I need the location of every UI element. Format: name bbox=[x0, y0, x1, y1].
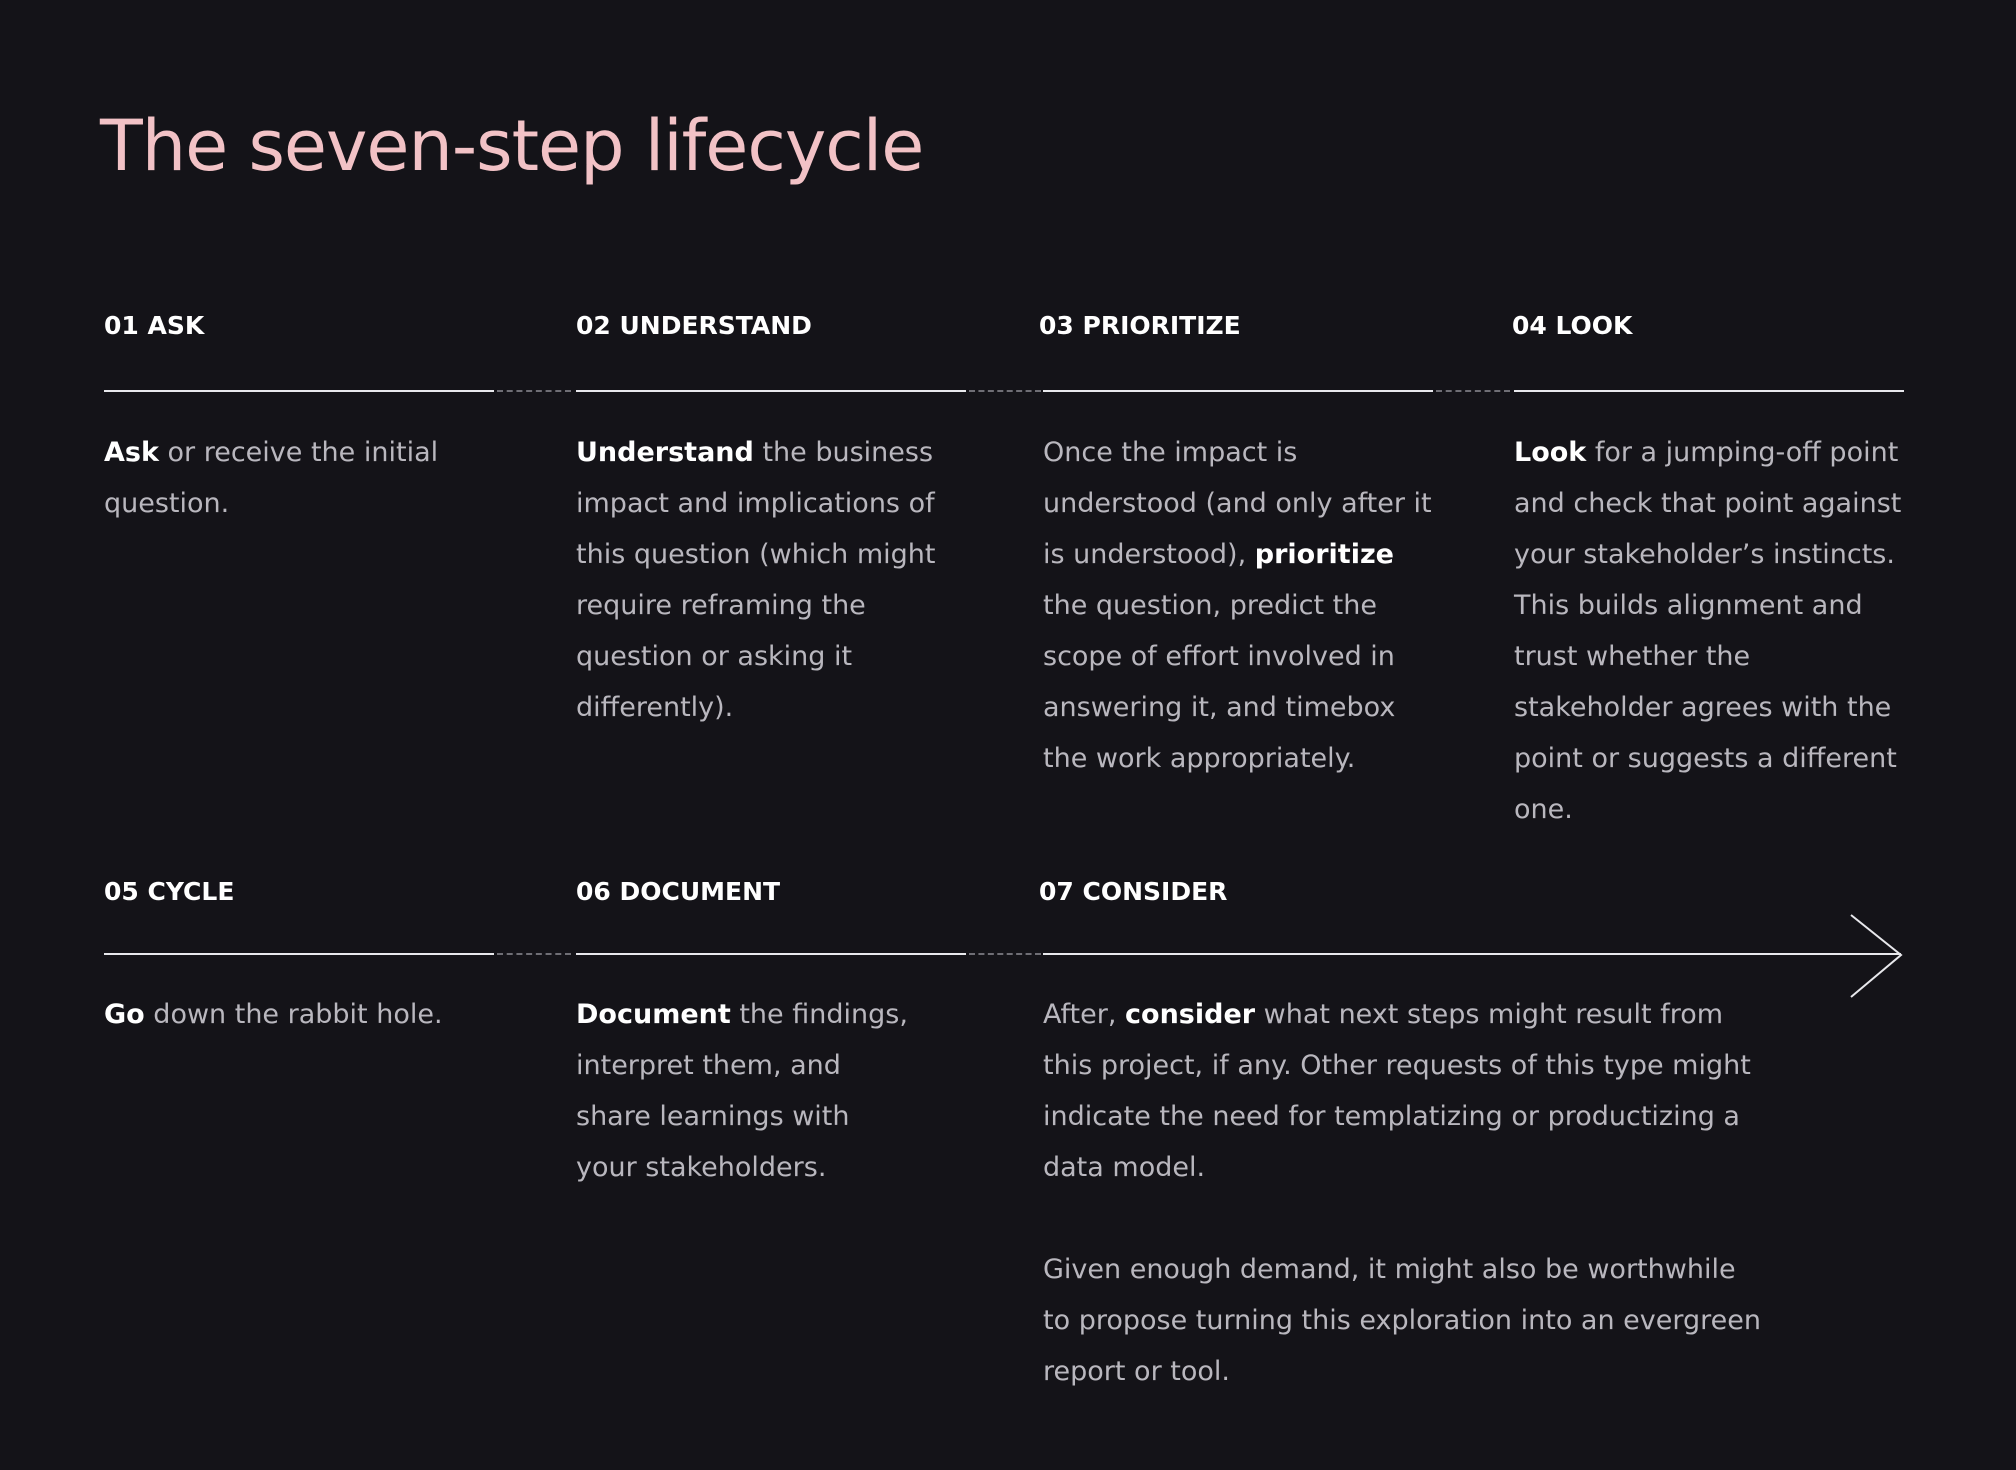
timeline-connector-5 bbox=[969, 953, 1041, 955]
step-6-description: Document the findings, interpret them, and share learnings with your stakeholders. bbox=[576, 999, 908, 1183]
timeline-connector-1 bbox=[497, 390, 571, 392]
step-2-keyword: Understand bbox=[576, 437, 754, 468]
timeline-segment-1 bbox=[104, 390, 494, 392]
step-1-keyword: Ask bbox=[104, 437, 159, 468]
timeline-segment-7 bbox=[1043, 953, 1901, 955]
timeline-segment-4 bbox=[1514, 390, 1904, 392]
timeline-segment-2 bbox=[576, 390, 966, 392]
step-2-description: Understand the business impact and implications of this question (which might require reframing the question or asking it differently). bbox=[576, 437, 936, 723]
step-3-label: 03 PRIORITIZE bbox=[1039, 311, 1241, 340]
step-7-extra: Given enough demand, it might also be worthwhile to propose turning this exploration into an evergreen report or tool. bbox=[1043, 1254, 1761, 1387]
step-5-description: Go down the rabbit hole. bbox=[104, 999, 443, 1030]
step-4-label: 04 LOOK bbox=[1512, 311, 1633, 340]
step-4-keyword: Look bbox=[1514, 437, 1587, 468]
timeline-connector-2 bbox=[969, 390, 1041, 392]
step-7-keyword: consider bbox=[1125, 999, 1256, 1030]
step-2-label: 02 UNDERSTAND bbox=[576, 311, 812, 340]
timeline-segment-6 bbox=[576, 953, 966, 955]
step-7-label: 07 CONSIDER bbox=[1039, 877, 1228, 906]
timeline-segment-3 bbox=[1043, 390, 1433, 392]
step-5-label: 05 CYCLE bbox=[104, 877, 235, 906]
page-title: The seven-step lifecycle bbox=[100, 105, 924, 187]
step-1-label: 01 ASK bbox=[104, 311, 205, 340]
arrow-head-icon bbox=[1846, 912, 1906, 1002]
step-3-description: Once the impact is understood (and only after it is understood), prioritize the question, predict the scope of effort involved in answering it, and timebox the work appropriately. bbox=[1043, 437, 1432, 774]
step-5-keyword: Go bbox=[104, 999, 145, 1030]
step-6-label: 06 DOCUMENT bbox=[576, 877, 781, 906]
step-1-description: Ask or receive the initial question. bbox=[104, 437, 439, 519]
step-4-description: Look for a jumping-off point and check that point against your stakeholder’s instincts. This builds alignment and trust whether the stakeholder agrees with the point or suggests a different one. bbox=[1514, 437, 1902, 825]
timeline-segment-5 bbox=[104, 953, 494, 955]
step-7-description: After, consider what next steps might result from this project, if any. Other requests of this type might indicate the need for templatizing or productizing a data model. Given enough demand, it might also be worthwhile to propose turning this exploration into an evergreen report or tool. bbox=[1043, 989, 1763, 1397]
timeline-connector-4 bbox=[497, 953, 571, 955]
step-3-keyword: prioritize bbox=[1254, 539, 1394, 570]
timeline-connector-3 bbox=[1436, 390, 1510, 392]
step-6-keyword: Document bbox=[576, 999, 731, 1030]
